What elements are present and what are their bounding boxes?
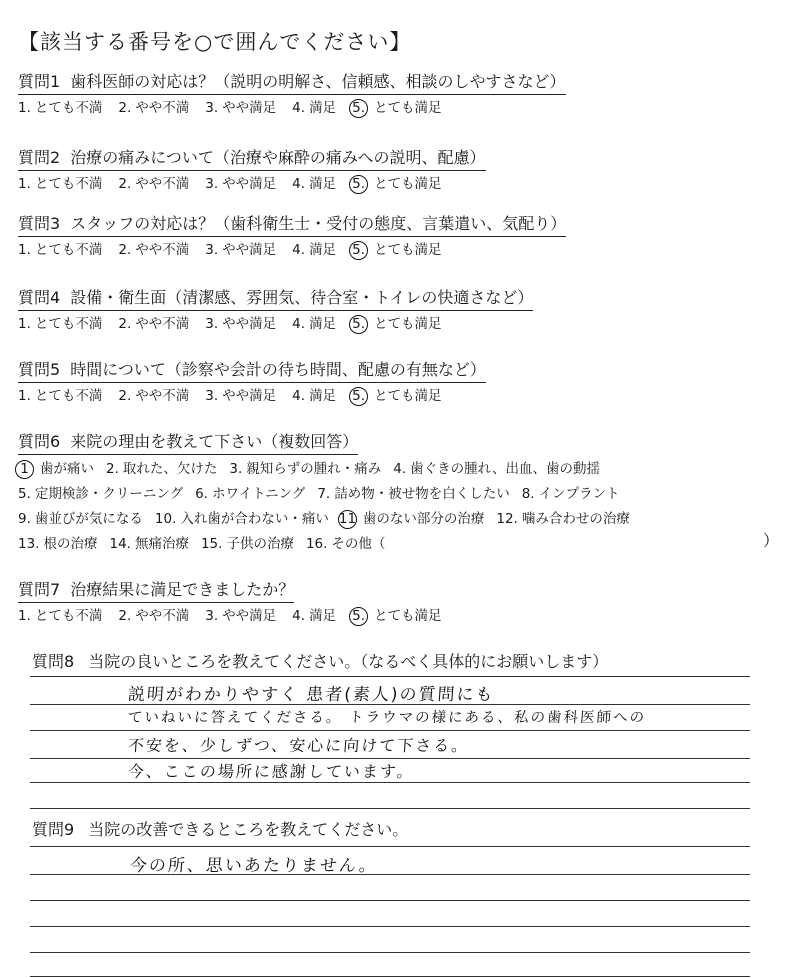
question-5-option-5[interactable] xyxy=(352,388,442,404)
question-6-option[interactable] xyxy=(306,536,385,552)
question-3-option-4[interactable] xyxy=(292,242,336,258)
option-label: やや満足 xyxy=(222,100,277,116)
option-label: やや不満 xyxy=(135,316,190,332)
question-2-option-5[interactable] xyxy=(352,176,442,192)
question-1-label: 質問1 xyxy=(18,72,61,91)
option-label: ホワイトニング xyxy=(212,486,306,502)
option-number: 5. xyxy=(349,315,368,334)
question-6-row xyxy=(18,457,760,482)
option-number: 4. xyxy=(292,316,306,332)
option-number: 3. xyxy=(205,100,219,116)
option-number: 2. xyxy=(118,608,132,624)
question-6-option[interactable] xyxy=(18,511,143,527)
question-1-options xyxy=(18,99,760,118)
ruled-line xyxy=(30,926,750,927)
handwritten-answer-line: ていねいに答えてくださる。 トラウマの様にある、私の歯科医師への xyxy=(127,710,647,726)
question-2-options xyxy=(18,175,760,194)
option-number: 3. xyxy=(229,461,243,477)
option-label: 満足 xyxy=(309,388,337,404)
option-label: 満足 xyxy=(309,316,337,332)
option-number: 2. xyxy=(106,461,119,477)
option-label: やや不満 xyxy=(135,242,190,258)
question-2 xyxy=(18,148,760,194)
option-number: 15. xyxy=(200,536,223,552)
option-label: やや不満 xyxy=(135,608,190,624)
question-1-text: 歯科医師の対応は？（説明の明解さ、信頼感、相談のしやすさなど） xyxy=(70,72,566,91)
option-label: とても満足 xyxy=(374,388,442,404)
ruled-line xyxy=(30,900,750,901)
question-5-option-1[interactable] xyxy=(18,388,102,404)
instruction-header: 【該当する番号を○で囲んでください】 xyxy=(18,30,412,54)
question-6-option[interactable] xyxy=(18,486,183,502)
question-8-title xyxy=(32,652,760,672)
option-label: 歯のない部分の治療 xyxy=(362,511,485,527)
option-number: 6. xyxy=(195,486,209,502)
question-6-row xyxy=(18,532,760,557)
question-2-text: 治療の痛みについて（治療や麻酔の痛みへの説明、配慮） xyxy=(70,148,486,167)
option-label: やや満足 xyxy=(222,608,277,624)
question-5-option-3[interactable] xyxy=(205,388,276,404)
option-number: 4. xyxy=(393,461,407,477)
option-number: 2. xyxy=(118,242,132,258)
option-label: 子供の治療 xyxy=(226,536,294,552)
option-number: 4. xyxy=(292,100,306,116)
option-number: 10. xyxy=(154,511,177,527)
option-number: 1. xyxy=(18,242,31,258)
ruled-line xyxy=(30,846,750,847)
option-label: 満足 xyxy=(309,242,337,258)
question-8-text: 当院の良いところを教えてください。（なるべく具体的にお願いします） xyxy=(88,652,609,671)
question-2-option-3[interactable] xyxy=(205,176,276,192)
option-label: とても不満 xyxy=(34,100,103,116)
question-4-title xyxy=(18,288,533,311)
question-7-options xyxy=(18,607,760,626)
handwritten-answer-line: 今の所、思いあたりません。 xyxy=(129,856,379,876)
question-6-option[interactable] xyxy=(229,461,381,477)
handwritten-answer-line: 説明がわかりやすく 患者(素人)の質問にも xyxy=(127,685,496,705)
ruled-line xyxy=(30,808,750,809)
option-label: 取れた、欠けた xyxy=(122,461,218,477)
question-1-option-5[interactable] xyxy=(352,100,442,116)
question-6-option[interactable] xyxy=(106,461,217,477)
option-number: 1. xyxy=(18,316,31,332)
option-number: 4. xyxy=(292,242,306,258)
option-label: やや不満 xyxy=(135,176,190,192)
question-9-label: 質問9 xyxy=(32,820,75,839)
option-number: 16. xyxy=(305,536,328,552)
question-7-text: 治療結果に満足できましたか？ xyxy=(70,580,295,599)
question-7-title xyxy=(18,580,294,603)
question-5-title xyxy=(18,360,486,383)
question-6-option[interactable] xyxy=(201,536,294,552)
question-6-row xyxy=(18,507,760,532)
question-3-option-2[interactable] xyxy=(118,242,189,258)
option-number: 5. xyxy=(349,607,368,626)
question-1 xyxy=(18,72,760,118)
question-4-label: 質問4 xyxy=(18,288,61,307)
option-number: 3. xyxy=(205,242,219,258)
question-2-option-1[interactable] xyxy=(18,176,102,192)
question-1-option-3[interactable] xyxy=(205,100,276,116)
option-number: 4. xyxy=(292,608,306,624)
option-label: やや満足 xyxy=(222,242,277,258)
option-label: 噛み合わせの治療 xyxy=(521,511,630,527)
question-9-title xyxy=(32,820,760,840)
option-number: 1. xyxy=(18,388,31,404)
option-label: 歯が痛い xyxy=(40,461,94,477)
ruled-line xyxy=(30,952,750,953)
option-label: とても満足 xyxy=(374,100,442,116)
question-7-option-4[interactable] xyxy=(292,608,336,624)
question-7-option-3[interactable] xyxy=(205,608,276,624)
option-number: 13. xyxy=(18,536,40,552)
question-5-option-4[interactable] xyxy=(292,388,336,404)
option-number: 2. xyxy=(118,176,132,192)
option-number: 5. xyxy=(18,486,31,502)
question-6-text: 来院の理由を教えて下さい（複数回答） xyxy=(70,432,359,451)
option-number: 2. xyxy=(118,316,132,332)
question-2-title xyxy=(18,148,486,171)
question-7-label: 質問7 xyxy=(18,580,61,599)
ruled-line xyxy=(30,782,750,783)
question-6-title xyxy=(18,432,358,455)
question-6-option[interactable] xyxy=(18,536,97,552)
option-label: とても不満 xyxy=(34,242,103,258)
option-label: とても満足 xyxy=(374,316,442,332)
option-label: とても満足 xyxy=(374,176,442,192)
question-7 xyxy=(18,580,760,626)
question-4-options xyxy=(18,315,760,334)
ruled-line xyxy=(30,676,750,677)
question-4-text: 設備・衛生面（清潔感、雰囲気、待合室・トイレの快適さなど） xyxy=(70,288,534,307)
ruled-line xyxy=(30,976,750,977)
question-5-options xyxy=(18,387,760,406)
question-6-option[interactable] xyxy=(317,486,509,502)
question-5-label: 質問5 xyxy=(18,360,61,379)
option-label: 満足 xyxy=(309,176,337,192)
option-label: 歯並びが気になる xyxy=(34,511,143,527)
option-label: とても不満 xyxy=(34,316,103,332)
option-label: とても不満 xyxy=(34,608,103,624)
question-1-option-4[interactable] xyxy=(292,100,336,116)
option-number: 5. xyxy=(349,175,368,194)
question-4-option-3[interactable] xyxy=(205,316,276,332)
question-2-option-2[interactable] xyxy=(118,176,189,192)
option-label: 入れ歯が合わない・痛い xyxy=(180,511,329,527)
question-6-option[interactable] xyxy=(522,486,620,502)
question-2-option-4[interactable] xyxy=(292,176,336,192)
option-number: 7. xyxy=(317,486,331,502)
question-5-text: 時間について（診察や会計の待ち時間、配慮の有無など） xyxy=(70,360,486,379)
question-4-option-5[interactable] xyxy=(352,316,442,332)
question-7-option-2[interactable] xyxy=(118,608,189,624)
option-number: 3. xyxy=(205,176,219,192)
question-6-label: 質問6 xyxy=(18,432,61,451)
option-label: とても満足 xyxy=(374,242,442,258)
question-5-option-2[interactable] xyxy=(118,388,189,404)
option-number: 3. xyxy=(205,608,219,624)
option-label: とても不満 xyxy=(34,176,103,192)
option-number: 2. xyxy=(118,100,132,116)
option-number: 1. xyxy=(18,100,31,116)
question-7-option-5[interactable] xyxy=(352,608,442,624)
question-6-option[interactable] xyxy=(109,536,188,552)
option-number: 3. xyxy=(205,388,219,404)
option-label: 親知らずの腫れ・痛み xyxy=(246,461,382,477)
option-label: 歯ぐきの腫れ、出血、歯の動揺 xyxy=(410,461,600,477)
question-3-option-3[interactable] xyxy=(205,242,276,258)
question-3-option-1[interactable] xyxy=(18,242,102,258)
option-label: 定期検診・クリーニング xyxy=(34,486,184,502)
question-6-option[interactable] xyxy=(18,461,94,477)
question-6-option[interactable] xyxy=(393,461,600,477)
option-number: 14. xyxy=(109,536,131,552)
option-label: 満足 xyxy=(309,100,337,116)
question-1-title xyxy=(18,72,566,95)
question-5 xyxy=(18,360,760,406)
question-3-text: スタッフの対応は？（歯科衛生士・受付の態度、言葉遣い、気配り） xyxy=(70,214,567,233)
question-4 xyxy=(18,288,760,334)
option-number: 5. xyxy=(349,241,368,260)
option-label: その他（ xyxy=(331,536,386,552)
option-label: 詰め物・被せ物を白くしたい xyxy=(334,486,510,502)
question-3-option-5[interactable] xyxy=(352,242,442,258)
option-number: 5. xyxy=(349,387,368,406)
question-9-text: 当院の改善できるところを教えてください。 xyxy=(88,820,409,839)
option-label: やや満足 xyxy=(222,176,277,192)
option-number: 4. xyxy=(292,176,306,192)
option-label: やや不満 xyxy=(135,388,190,404)
question-6-row xyxy=(18,482,760,507)
option-label: 満足 xyxy=(309,608,337,624)
option-label: 無痛治療 xyxy=(134,536,189,552)
question-4-option-1[interactable] xyxy=(18,316,102,332)
handwritten-answer-line: 今、ここの場所に感謝しています。 xyxy=(127,762,416,781)
option-number: 2. xyxy=(118,388,132,404)
question-2-label: 質問2 xyxy=(18,148,61,167)
question-4-option-2[interactable] xyxy=(118,316,189,332)
question-6-option[interactable] xyxy=(195,486,305,502)
ruled-line xyxy=(30,730,750,731)
option-label: とても満足 xyxy=(374,608,442,624)
option-number: 4. xyxy=(292,388,306,404)
question-6-option[interactable] xyxy=(155,511,329,527)
option-label: やや満足 xyxy=(222,388,277,404)
question-1-option-2[interactable] xyxy=(118,100,189,116)
option-number: 5. xyxy=(349,99,368,118)
question-1-option-1[interactable] xyxy=(18,100,102,116)
option-number: 1. xyxy=(18,176,31,192)
option-number: 1. xyxy=(18,608,31,624)
option-number: 3. xyxy=(205,316,219,332)
option-label: やや満足 xyxy=(222,316,277,332)
option-label: やや不満 xyxy=(135,100,190,116)
option-label: 根の治療 xyxy=(43,536,98,552)
option-number: 12. xyxy=(496,511,518,527)
question-7-option-1[interactable] xyxy=(18,608,102,624)
other-paren-close: ） xyxy=(763,531,780,550)
option-number: 1 xyxy=(15,460,34,479)
question-6-option[interactable] xyxy=(338,511,485,527)
question-8-label: 質問8 xyxy=(32,652,75,671)
question-6 xyxy=(18,432,780,557)
option-label: インプラント xyxy=(538,486,620,502)
option-number: 11 xyxy=(338,511,357,527)
question-3-title xyxy=(18,214,566,237)
handwritten-answer-line: 不安を、少しずつ、安心に向けて下さる。 xyxy=(127,736,470,755)
question-6-option[interactable] xyxy=(496,511,629,527)
option-number: 9. xyxy=(18,511,31,527)
question-4-option-4[interactable] xyxy=(292,316,336,332)
question-3 xyxy=(18,214,760,260)
question-3-label: 質問3 xyxy=(18,214,61,233)
option-label: とても不満 xyxy=(34,388,103,404)
option-number: 8. xyxy=(521,486,535,502)
question-3-options xyxy=(18,241,760,260)
